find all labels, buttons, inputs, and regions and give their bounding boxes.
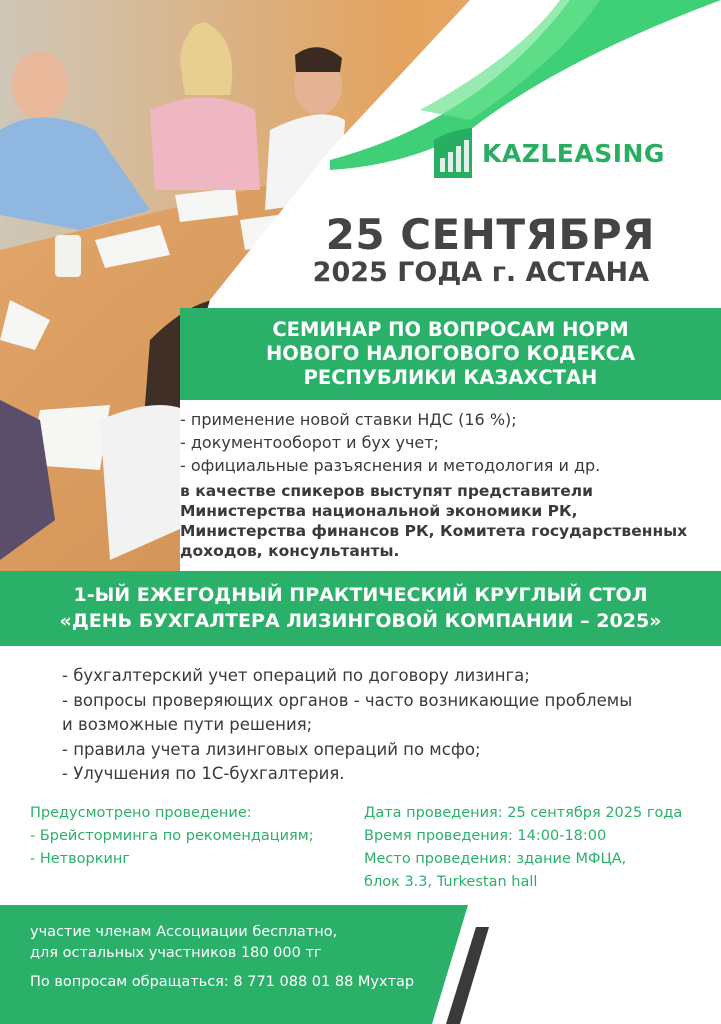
roundtable-title [0, 582, 721, 634]
fee-info [30, 922, 337, 964]
roundtable-title-band [0, 571, 721, 646]
seminar-title-line: НОВОГО НАЛОГОВОГО КОДЕКСА [265, 342, 636, 365]
detail-line: Время проведения: 14:00-18:00 [364, 828, 607, 844]
seminar-title-band [180, 308, 721, 400]
list-item: - официальные разъяснения и методология и др. [180, 456, 601, 475]
speakers-line: в качестве спикеров выступят представители [180, 482, 593, 500]
list-item: - документооборот и бух учет; [180, 433, 439, 452]
list-item: - правила учета лизинговых операций по мсфо; [62, 739, 481, 759]
roundtable-topics [62, 664, 632, 787]
speakers-text [180, 481, 710, 561]
list-item: - Улучшения по 1С-бухгалтерия. [62, 764, 345, 783]
seminar-title-line: РЕСПУБЛИКИ КАЗАХСТАН [303, 366, 598, 389]
event-date: 25 СЕНТЯБРЯ [325, 210, 655, 259]
contact-info: По вопросам обращаться: 8 771 088 01 88 Мухтар [30, 974, 415, 990]
detail-line: Место проведения: здание МФЦА, [364, 851, 627, 867]
roundtable-title-line: 1-ЫЙ ЕЖЕГОДНЫЙ ПРАКТИЧЕСКИЙ КРУГЛЫЙ СТОЛ [73, 584, 648, 606]
brand-name: KAZLEASING [482, 138, 665, 168]
seminar-title [180, 318, 721, 390]
list-item: - Нетворкинг [30, 851, 131, 867]
list-item: - применение новой ставки НДС (16 %); [180, 410, 517, 429]
list-item: - бухгалтерский учет операций по договору лизинга; [62, 666, 530, 685]
fee-line: участие членам Ассоциации бесплатно, [30, 924, 338, 940]
speakers-line: Министерства финансов РК, Комитета государственных [180, 522, 688, 540]
extras-heading: Предусмотрено проведение: [30, 805, 252, 821]
fee-line: для остальных участников 180 000 тг [30, 945, 322, 961]
footer-band [0, 905, 721, 1024]
list-item: - Брейсторминга по рекомендациям; [30, 828, 314, 844]
list-item: и возможные пути решения; [62, 715, 313, 734]
detail-line: блок 3.3, Turkestan hall [364, 874, 538, 890]
roundtable-title-line: «ДЕНЬ БУХГАЛТЕРА ЛИЗИНГОВОЙ КОМПАНИИ – 2025» [59, 610, 662, 632]
kazleasing-logo-icon [430, 128, 474, 178]
seminar-topics [180, 408, 600, 477]
event-year-city: 2025 ГОДА г. АСТАНА [312, 257, 649, 288]
brand-logo [430, 128, 665, 178]
seminar-title-line: СЕМИНАР ПО ВОПРОСАМ НОРМ [272, 318, 629, 341]
extras-block [30, 802, 314, 871]
event-details [364, 802, 682, 894]
speakers-line: Министерства национальной экономики РК, [180, 502, 578, 520]
speakers-line: доходов, консультанты. [180, 542, 400, 560]
list-item: - вопросы проверяющих органов - часто возникающие проблемы [62, 690, 633, 710]
detail-line: Дата проведения: 25 сентября 2025 года [364, 805, 683, 821]
